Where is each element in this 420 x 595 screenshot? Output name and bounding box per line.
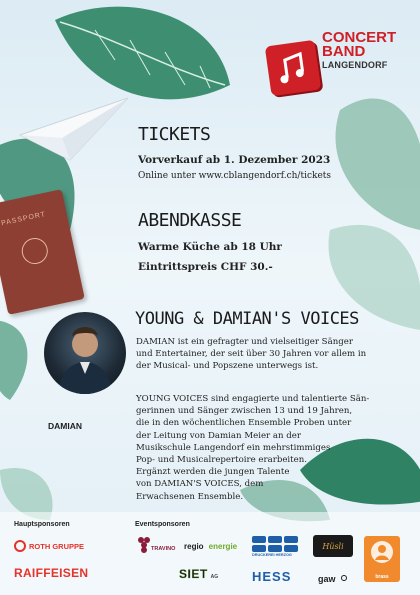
brass-band-logo	[364, 536, 400, 582]
roth-ring-icon	[14, 540, 26, 552]
gawo-name: gaw	[318, 574, 336, 584]
gawo-mark-icon	[341, 575, 347, 581]
portrait-caption: DAMIAN	[48, 421, 82, 431]
entry-price: Eintrittspreis CHF 30.-	[138, 261, 273, 273]
trumpet-player-icon	[364, 536, 400, 570]
text-line: Ergänzt werden die jungen Talente	[136, 467, 290, 478]
singer-silhouette-icon	[44, 312, 126, 394]
druckerei-name: DRUCKEREI HERZOG	[252, 553, 292, 557]
brass-name: brass	[375, 574, 389, 580]
logo-wordmark	[322, 31, 396, 59]
travino-name: TRAVINO	[151, 546, 176, 552]
damian-description	[136, 336, 396, 373]
online-tickets-link[interactable]: Online unter www.cblangendorf.ch/tickets	[138, 171, 332, 181]
roth-gruppe-name: ROTH GRUPPE	[29, 541, 85, 551]
text-line: YOUNG VOICES sind engagierte und talentierte Sän-	[136, 394, 370, 404]
bar-logo	[313, 535, 353, 557]
music-note-icon	[265, 40, 321, 96]
text-line: gerinnen und Sänger zwischen 13 und 19 Jahren,	[136, 406, 353, 417]
logo-line-band: BAND	[322, 43, 366, 60]
text-line: Pop- und Musicalrepertoire erarbeiten.	[136, 455, 307, 466]
damian-portrait	[44, 312, 126, 394]
druckerei-herzog-logo	[252, 536, 302, 562]
druckerei-blocks-icon	[252, 536, 302, 552]
roth-gruppe-logo	[14, 540, 84, 552]
text-line: Erwachsenen Ensemble.	[136, 491, 244, 502]
text-line: der Musical- und Popszene unterwegs ist.	[136, 361, 319, 372]
young-voices-description	[136, 393, 396, 503]
text-line: der Leitung von Damian Meier an der	[136, 430, 301, 441]
bar-name: Hüsli	[322, 541, 344, 551]
concert-band-logo	[265, 40, 321, 96]
text-line: Musikschule Langendorf ein mehrstimmiges	[136, 442, 331, 453]
presale-date: Vorverkauf ab 1. Dezember 2023	[138, 154, 331, 166]
right-leaf-icon	[328, 98, 420, 330]
paper-plane-icon	[10, 80, 130, 170]
tickets-heading: TICKETS	[138, 124, 211, 145]
regio-text: regio	[184, 542, 204, 551]
event-sponsors-title: Eventsponsoren	[135, 521, 190, 528]
globe-icon	[19, 236, 50, 267]
text-line: von DAMIAN'S VOICES, dem	[136, 479, 264, 490]
raiffeisen-logo: RAIFFEISEN	[14, 566, 89, 580]
warm-food-info: Warme Küche ab 18 Uhr	[138, 241, 282, 253]
voices-heading: YOUNG & DAMIAN'S VOICES	[135, 309, 359, 329]
energie-text: energie	[208, 542, 238, 551]
passport-label: PASSPORT	[0, 210, 47, 228]
logo-line-concert: CONCERT	[322, 29, 397, 46]
regio-energie-logo	[184, 539, 237, 551]
siet-sub: AG	[210, 574, 219, 580]
main-sponsors-title: Hauptsponsoren	[14, 521, 70, 528]
siet-logo	[179, 567, 218, 581]
logo-line-langendorf: LANGENDORF	[322, 60, 388, 70]
text-line: die in den wöchentlichen Ensemble Proben unter	[136, 418, 352, 429]
hess-name: HESS	[252, 569, 292, 584]
travino-logo	[135, 534, 175, 564]
hess-logo	[252, 566, 291, 585]
box-office-heading: ABENDKASSE	[138, 210, 242, 231]
text-line: DAMIAN ist ein gefragter und vielseitiger Sänger	[136, 337, 353, 347]
siet-name: SIET	[179, 567, 208, 581]
text-line: und Entertainer, der seit über 30 Jahren vor allem in	[136, 349, 367, 360]
gawo-logo	[318, 567, 347, 586]
